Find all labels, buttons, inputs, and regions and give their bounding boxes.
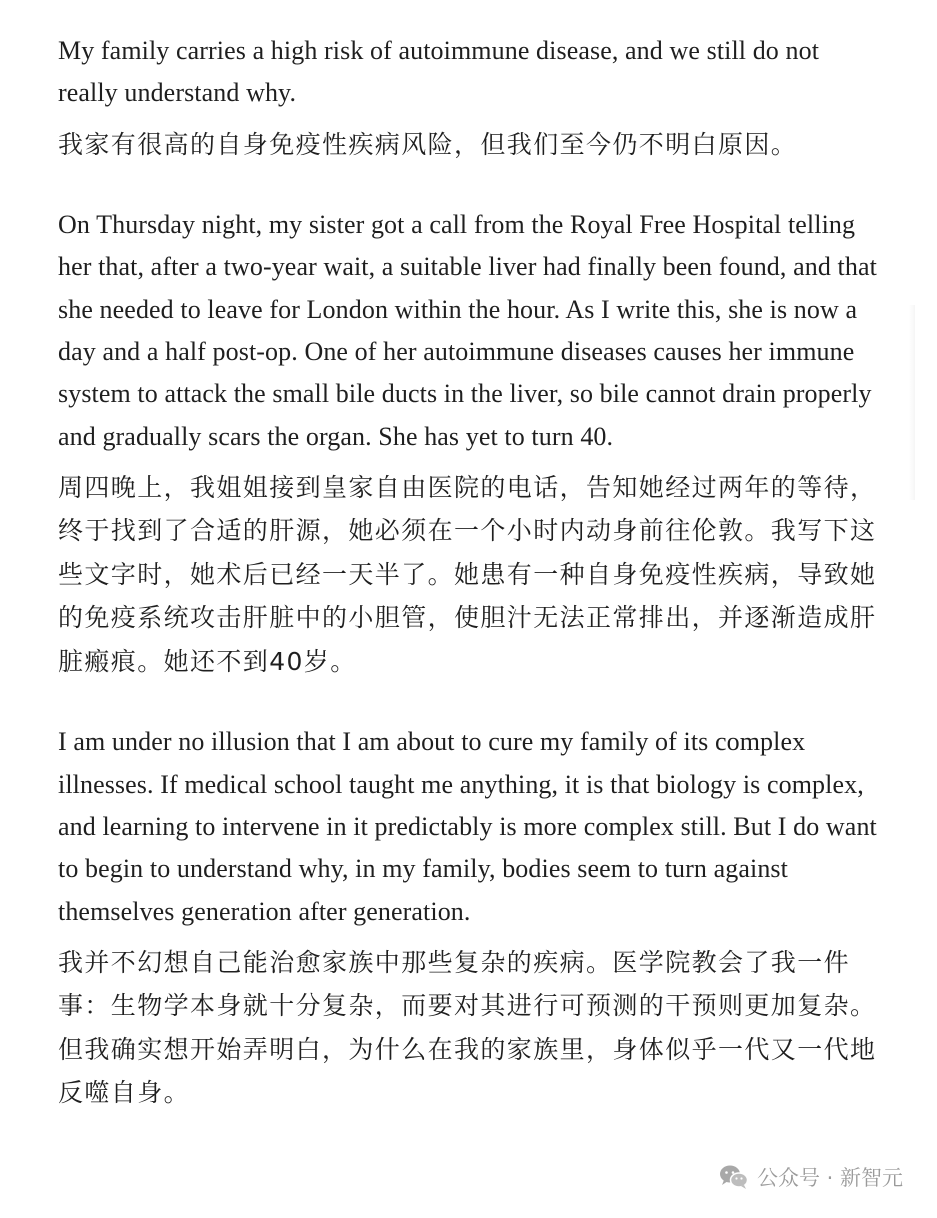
watermark-label: 公众号 · 新智元 [756,1166,903,1190]
paragraph-block-2 [58,204,882,683]
chinese-paragraph: 周四晚上，我姐姐接到皇家自由医院的电话，告知她经过两年的等待，终于找到了合适的肝源，她必须在一个小时内动身前往伦敦。我写下这些文字时，她术后已经一天半了。她患有一种自身免疫性疾病，导致她的免疫系统攻击肝脏中的小胆管，使胆汁无法正常排出，并逐渐造成肝脏瘢痕。她还不到40岁。 [58,472,877,676]
wechat-watermark [715,1160,907,1194]
english-paragraph: I am under no illusion that I am about to cure my family of its complex illnesses. If medical school taught me anything, it is that biology is complex, and learning to intervene in it predictably is more complex still. But I do want to begin to understand why, in my family, bodies seem to turn against themselves generation after generation. [58,727,877,926]
chinese-paragraph: 我家有很高的自身免疫性疾病风险，但我们至今仍不明白原因。 [58,129,798,159]
scroll-edge-shadow [909,305,915,500]
chinese-paragraph: 我并不幻想自己能治愈家族中那些复杂的疾病。医学院教会了我一件事：生物学本身就十分复杂，而要对其进行可预测的干预则更加复杂。但我确实想开始弄明白，为什么在我的家族里，身体似乎一代又一代地反噬自身。 [58,947,877,1108]
wechat-icon [719,1164,749,1190]
english-paragraph: On Thursday night, my sister got a call from the Royal Free Hospital telling her that, after a two-year wait, a suitable liver had finally been found, and that she needed to leave for London within the hour. As I write this, she is now a day and a half post-op. One of her autoimmune diseases causes her immune system to attack the small bile ducts in the liver, so bile cannot drain properly and gradually scars the organ. She has yet to turn 40. [58,210,877,451]
paragraph-block-1 [58,30,882,166]
english-paragraph: My family carries a high risk of autoimmune disease, and we still do not really understand why. [58,36,820,108]
article [58,30,882,1115]
paragraph-block-3 [58,721,882,1114]
